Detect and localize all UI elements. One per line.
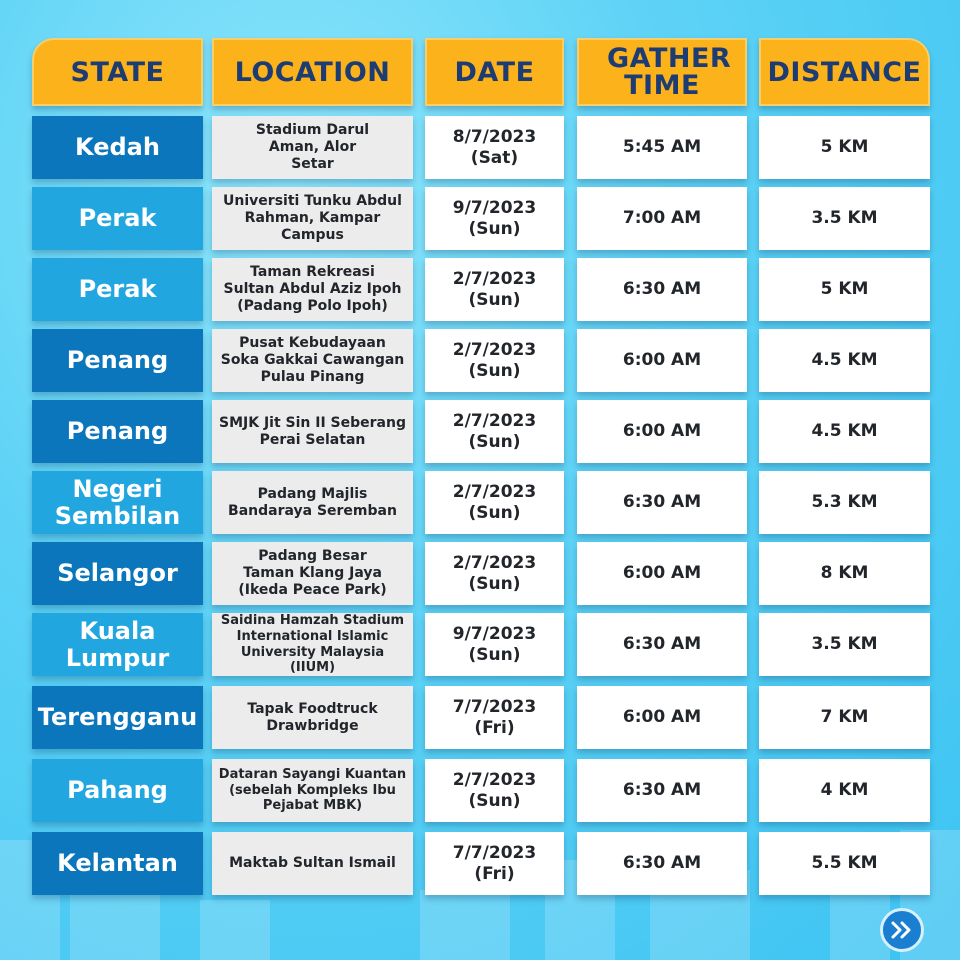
distance-cell: 7 KM [759, 686, 930, 749]
state-cell: Perak [32, 258, 203, 321]
state-cell: Perak [32, 187, 203, 250]
header-state-label: STATE [70, 56, 165, 88]
date-text: 9/7/2023 (Sun) [452, 624, 537, 665]
date-cell [425, 187, 564, 250]
date-text: 7/7/2023 (Fri) [452, 843, 537, 884]
state-cell: Penang [32, 329, 203, 392]
location-text: Taman Rekreasi Sultan Abdul Aziz Ipoh (Padang Polo Ipoh) [223, 264, 402, 314]
double-chevron-right-icon [890, 920, 914, 940]
date-text: 2/7/2023 (Sun) [452, 411, 537, 452]
date-cell [425, 832, 564, 895]
date-cell [425, 400, 564, 463]
date-cell [425, 686, 564, 749]
location-text: Universiti Tunku Abdul Rahman, Kampar Campus [223, 193, 402, 243]
state-cell [32, 613, 203, 676]
state-cell: Terengganu [32, 686, 203, 749]
date-cell [425, 471, 564, 534]
time-cell: 6:30 AM [577, 613, 747, 676]
state-cell: Pahang [32, 759, 203, 822]
location-cell [212, 542, 413, 605]
next-page-button[interactable] [880, 908, 924, 952]
location-text: Saidina Hamzah Stadium International Islamic University Malaysia (IIUM) [220, 613, 405, 676]
distance-cell: 5 KM [759, 116, 930, 179]
location-text: Pusat Kebudayaan Soka Gakkai Cawangan Pulau Pinang [220, 335, 405, 385]
header-gather-time-label: GATHER TIME [607, 43, 732, 101]
location-cell [212, 187, 413, 250]
header-distance-label: DISTANCE [767, 56, 922, 88]
time-cell: 6:30 AM [577, 759, 747, 822]
time-cell: 6:30 AM [577, 832, 747, 895]
location-text: SMJK Jit Sin II Seberang Perai Selatan [219, 414, 406, 448]
state-cell: Kelantan [32, 832, 203, 895]
location-cell [212, 116, 413, 179]
date-text: 2/7/2023 (Sun) [452, 770, 537, 811]
state-cell: Penang [32, 400, 203, 463]
distance-cell: 5.5 KM [759, 832, 930, 895]
date-cell [425, 258, 564, 321]
date-text: 2/7/2023 (Sun) [452, 553, 537, 594]
location-cell [212, 471, 413, 534]
date-text: 2/7/2023 (Sun) [452, 269, 537, 310]
time-cell: 6:30 AM [577, 471, 747, 534]
header-distance [759, 38, 930, 106]
location-text: Tapak Foodtruck Drawbridge [247, 700, 378, 734]
location-text: Padang Majlis Bandaraya Seremban [228, 485, 397, 519]
date-text: 2/7/2023 (Sun) [452, 340, 537, 381]
location-cell [212, 759, 413, 822]
location-text: Padang Besar Taman Klang Jaya (Ikeda Peace Park) [238, 548, 387, 598]
header-gather-time [577, 38, 747, 106]
distance-cell: 3.5 KM [759, 187, 930, 250]
distance-cell: 4.5 KM [759, 329, 930, 392]
header-location-label: LOCATION [234, 56, 391, 88]
location-text: Dataran Sayangi Kuantan (sebelah Kompleks Ibu Pejabat MBK) [218, 767, 407, 814]
location-cell [212, 258, 413, 321]
state-cell: Kedah [32, 116, 203, 179]
time-cell: 7:00 AM [577, 187, 747, 250]
header-state [32, 38, 203, 106]
distance-cell: 3.5 KM [759, 613, 930, 676]
header-date [425, 38, 564, 106]
location-cell [212, 329, 413, 392]
date-text: 8/7/2023 (Sat) [452, 127, 537, 168]
date-text: 2/7/2023 (Sun) [452, 482, 537, 523]
location-cell [212, 400, 413, 463]
location-text: Stadium Darul Aman, Alor Setar [255, 122, 370, 172]
time-cell: 5:45 AM [577, 116, 747, 179]
date-cell [425, 542, 564, 605]
time-cell: 6:00 AM [577, 542, 747, 605]
state-text: Kuala Lumpur [65, 617, 170, 672]
distance-cell: 5.3 KM [759, 471, 930, 534]
header-location [212, 38, 413, 106]
distance-cell: 8 KM [759, 542, 930, 605]
distance-cell: 5 KM [759, 258, 930, 321]
state-cell: Selangor [32, 542, 203, 605]
time-cell: 6:30 AM [577, 258, 747, 321]
state-text: Negeri Sembilan [54, 475, 181, 530]
date-text: 9/7/2023 (Sun) [452, 198, 537, 239]
location-cell: Maktab Sultan Ismail [212, 832, 413, 895]
time-cell: 6:00 AM [577, 329, 747, 392]
date-cell [425, 759, 564, 822]
location-cell [212, 613, 413, 676]
distance-cell: 4 KM [759, 759, 930, 822]
location-cell [212, 686, 413, 749]
date-cell [425, 613, 564, 676]
date-cell [425, 329, 564, 392]
date-text: 7/7/2023 (Fri) [452, 697, 537, 738]
state-cell [32, 471, 203, 534]
time-cell: 6:00 AM [577, 686, 747, 749]
header-date-label: DATE [454, 56, 535, 88]
time-cell: 6:00 AM [577, 400, 747, 463]
date-cell [425, 116, 564, 179]
distance-cell: 4.5 KM [759, 400, 930, 463]
